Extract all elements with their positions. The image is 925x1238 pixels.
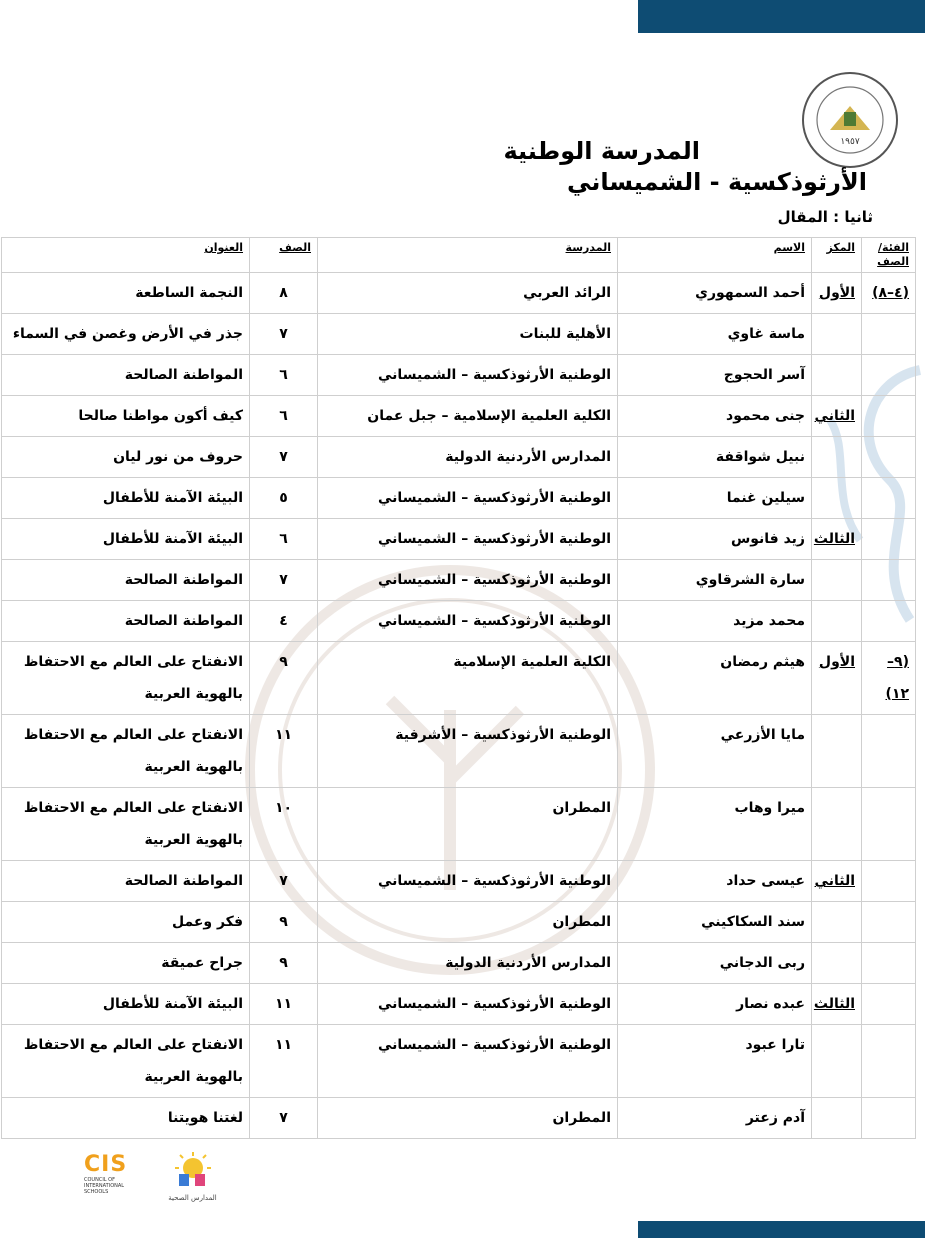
cell-school: الكلية العلمية الإسلامية – جبل عمان	[318, 396, 618, 437]
section-title: ثانيا : المقال	[777, 208, 873, 226]
cell-rank: الأول	[812, 273, 862, 314]
cell-category	[862, 601, 916, 642]
table-header-row	[2, 238, 916, 273]
table-row	[2, 560, 916, 601]
cell-grade: ١١	[250, 715, 318, 788]
header-grade: الصف	[250, 238, 318, 273]
cell-title: البيئة الآمنة للأطفال	[2, 478, 250, 519]
cell-rank: الأول	[812, 642, 862, 715]
cell-school: المطران	[318, 902, 618, 943]
cell-school: الوطنية الأرثوذكسية – الشميساني	[318, 519, 618, 560]
cis-logo	[84, 1152, 144, 1204]
table-row	[2, 902, 916, 943]
cell-title: المواطنة الصالحة	[2, 861, 250, 902]
cell-title: جذر في الأرض وغصن في السماء	[2, 314, 250, 355]
healthy-schools-logo	[165, 1150, 220, 1205]
cell-name: أحمد السمهوري	[618, 273, 812, 314]
bottom-accent-bar	[638, 1221, 925, 1238]
header-category: الفئة/الصف	[862, 238, 916, 273]
cell-school: الوطنية الأرثوذكسية – الشميساني	[318, 560, 618, 601]
cell-school: المدارس الأردنية الدولية	[318, 943, 618, 984]
school-seal-logo	[800, 70, 900, 170]
cell-grade: ٤	[250, 601, 318, 642]
cell-title: البيئة الآمنة للأطفال	[2, 984, 250, 1025]
cell-school: الوطنية الأرثوذكسية – الشميساني	[318, 1025, 618, 1098]
cell-rank	[812, 1098, 862, 1139]
cell-school: الوطنية الأرثوذكسية – الشميساني	[318, 478, 618, 519]
cell-school: الوطنية الأرثوذكسية – الشميساني	[318, 355, 618, 396]
cell-category	[862, 437, 916, 478]
cell-title: كيف أكون مواطنا صالحا	[2, 396, 250, 437]
table-row	[2, 642, 916, 715]
cell-category	[862, 314, 916, 355]
cell-school: الوطنية الأرثوذكسية – الشميساني	[318, 984, 618, 1025]
cell-title: البيئة الآمنة للأطفال	[2, 519, 250, 560]
cell-name: ماسة غاوي	[618, 314, 812, 355]
cell-school: الوطنية الأرثوذكسية – الأشرفية	[318, 715, 618, 788]
cell-title: المواطنة الصالحة	[2, 355, 250, 396]
cell-name: سارة الشرقاوي	[618, 560, 812, 601]
cell-name: مايا الأزرعي	[618, 715, 812, 788]
cell-rank	[812, 437, 862, 478]
header-rank: المكز	[812, 238, 862, 273]
cell-name: زيد فانوس	[618, 519, 812, 560]
table-row	[2, 478, 916, 519]
results-table	[1, 237, 916, 1139]
sun-icon	[165, 1150, 220, 1190]
seal-year: ١٩٥٧	[840, 137, 860, 147]
table-row	[2, 314, 916, 355]
table-row	[2, 273, 916, 314]
cell-grade: ٥	[250, 478, 318, 519]
cell-name: تارا عبود	[618, 1025, 812, 1098]
cell-grade: ٩	[250, 642, 318, 715]
cell-category: (٤–٨)	[862, 273, 916, 314]
cell-grade: ٨	[250, 273, 318, 314]
cell-grade: ٦	[250, 519, 318, 560]
cell-category	[862, 396, 916, 437]
cell-category	[862, 788, 916, 861]
school-name: المدرسة الوطنية	[503, 137, 700, 165]
cell-grade: ٧	[250, 437, 318, 478]
cell-name: سند السكاكيني	[618, 902, 812, 943]
cell-name: آسر الحجوج	[618, 355, 812, 396]
cell-title: المواطنة الصالحة	[2, 601, 250, 642]
cell-grade: ٧	[250, 1098, 318, 1139]
cell-rank: الثالث	[812, 519, 862, 560]
cell-name: ربى الدجاني	[618, 943, 812, 984]
cell-title: لغتنا هويتنا	[2, 1098, 250, 1139]
cis-logo-text: CIS	[84, 1152, 128, 1177]
cell-category	[862, 902, 916, 943]
cell-rank	[812, 715, 862, 788]
top-accent-bar	[638, 0, 925, 33]
table-row	[2, 1025, 916, 1098]
cell-category	[862, 1025, 916, 1098]
cell-grade: ١٠	[250, 788, 318, 861]
cell-name: ميرا وهاب	[618, 788, 812, 861]
cell-rank	[812, 788, 862, 861]
cell-name: آدم زعتر	[618, 1098, 812, 1139]
table-row	[2, 788, 916, 861]
cell-name: هيثم رمضان	[618, 642, 812, 715]
cell-rank	[812, 1025, 862, 1098]
cell-school: الوطنية الأرثوذكسية – الشميساني	[318, 601, 618, 642]
cell-name: عبده نصار	[618, 984, 812, 1025]
cell-name: نبيل شواقفة	[618, 437, 812, 478]
table-row	[2, 519, 916, 560]
cell-title: الانفتاح على العالم مع الاحتفاظ بالهوية العربية	[2, 1025, 250, 1098]
cell-school: الأهلية للبنات	[318, 314, 618, 355]
cell-rank	[812, 902, 862, 943]
table-row	[2, 984, 916, 1025]
cell-school: المطران	[318, 1098, 618, 1139]
cell-name: عيسى حداد	[618, 861, 812, 902]
cell-grade: ٧	[250, 861, 318, 902]
healthy-schools-caption: المدارس الصحية	[168, 1194, 217, 1202]
cell-name: سيلين غنما	[618, 478, 812, 519]
cell-category	[862, 519, 916, 560]
cell-grade: ٦	[250, 355, 318, 396]
cell-rank	[812, 478, 862, 519]
cell-grade: ٧	[250, 314, 318, 355]
cell-title: حروف من نور ليان	[2, 437, 250, 478]
table-row	[2, 861, 916, 902]
cell-name: جنى محمود	[618, 396, 812, 437]
cell-category	[862, 943, 916, 984]
header-name: الاسم	[618, 238, 812, 273]
cell-category	[862, 560, 916, 601]
header-title: العنوان	[2, 238, 250, 273]
cell-title: الانفتاح على العالم مع الاحتفاظ بالهوية العربية	[2, 788, 250, 861]
cell-title: المواطنة الصالحة	[2, 560, 250, 601]
cell-rank: الثاني	[812, 396, 862, 437]
cell-rank	[812, 601, 862, 642]
table-row	[2, 601, 916, 642]
cell-category	[862, 1098, 916, 1139]
cell-title: الانفتاح على العالم مع الاحتفاظ بالهوية العربية	[2, 642, 250, 715]
cell-grade: ٩	[250, 943, 318, 984]
table-row	[2, 943, 916, 984]
cell-school: المطران	[318, 788, 618, 861]
cell-grade: ١١	[250, 1025, 318, 1098]
table-row	[2, 396, 916, 437]
cell-rank	[812, 560, 862, 601]
cell-rank: الثالث	[812, 984, 862, 1025]
cell-rank	[812, 943, 862, 984]
cell-rank	[812, 355, 862, 396]
cell-grade: ٩	[250, 902, 318, 943]
cell-title: فكر وعمل	[2, 902, 250, 943]
cell-category	[862, 715, 916, 788]
cell-category	[862, 355, 916, 396]
cell-school: الرائد العربي	[318, 273, 618, 314]
table-row	[2, 355, 916, 396]
cell-name: محمد مزيد	[618, 601, 812, 642]
cell-category	[862, 478, 916, 519]
cell-category: (٩–١٢)	[862, 642, 916, 715]
header-school: المدرسة	[318, 238, 618, 273]
cell-grade: ٦	[250, 396, 318, 437]
cell-category	[862, 861, 916, 902]
table-row	[2, 437, 916, 478]
cell-school: المدارس الأردنية الدولية	[318, 437, 618, 478]
cell-title: جراح عميقة	[2, 943, 250, 984]
school-subtitle: الأرثوذكسية - الشميساني	[567, 168, 867, 196]
cell-rank	[812, 314, 862, 355]
table-row	[2, 1098, 916, 1139]
cell-grade: ٧	[250, 560, 318, 601]
cell-school: الوطنية الأرثوذكسية – الشميساني	[318, 861, 618, 902]
cell-grade: ١١	[250, 984, 318, 1025]
cis-logo-subtitle: COUNCIL OF INTERNATIONAL SCHOOLS	[84, 1177, 125, 1195]
cell-rank: الثاني	[812, 861, 862, 902]
cell-school: الكلية العلمية الإسلامية	[318, 642, 618, 715]
cell-title: الانفتاح على العالم مع الاحتفاظ بالهوية العربية	[2, 715, 250, 788]
table-row	[2, 715, 916, 788]
cell-category	[862, 984, 916, 1025]
cell-title: النجمة الساطعة	[2, 273, 250, 314]
